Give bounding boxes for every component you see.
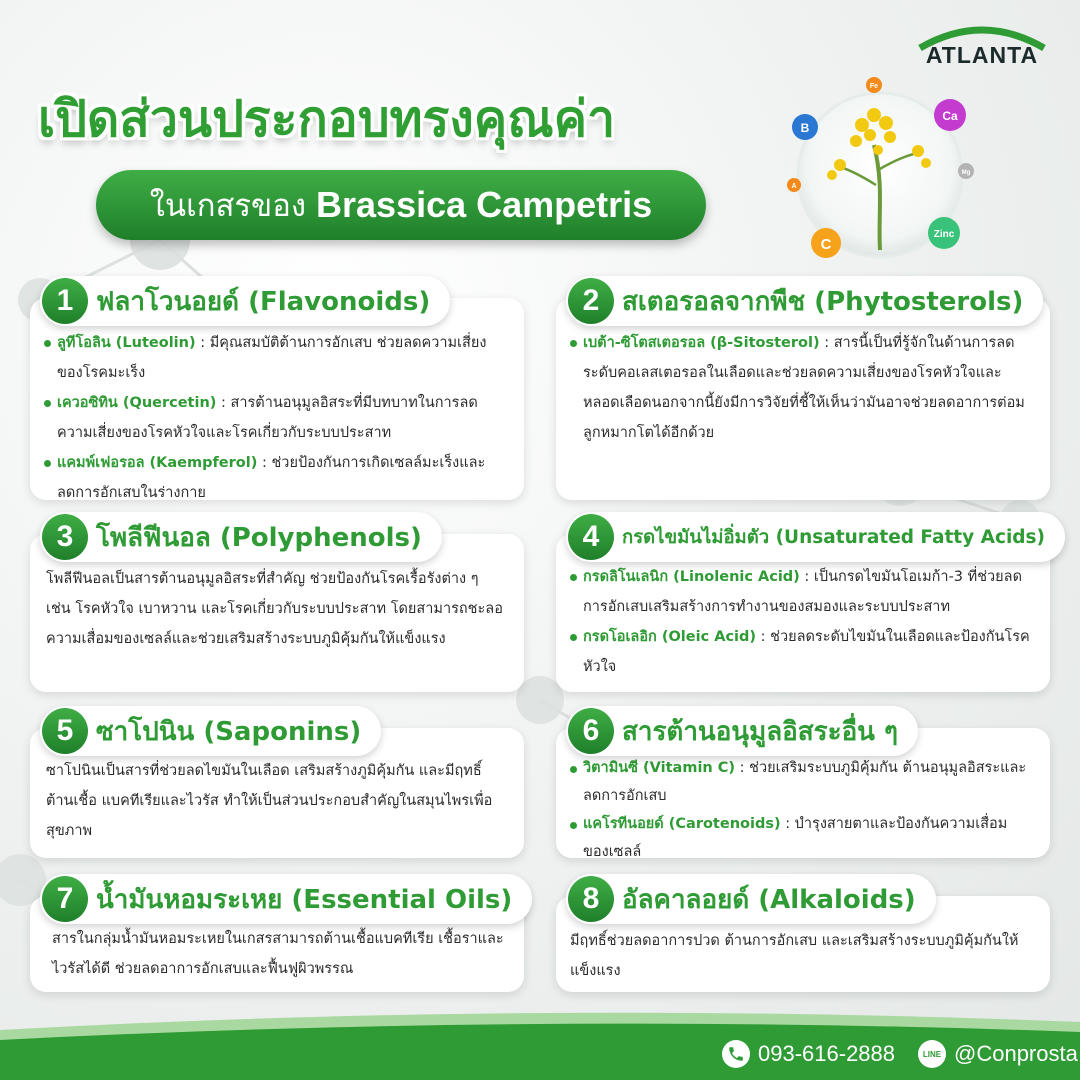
bullet-item [570,562,1032,622]
label-a: A [791,183,797,190]
card-number: 2 [568,278,614,324]
label-fe: Fe [869,83,879,90]
page-title: เปิดส่วนประกอบทรงคุณค่า [38,90,616,148]
label-ca: Ca [942,109,958,123]
bullet-text: : เป็นกรดไขมันโอเมก้า-3 ที่ช่วยลดการอักเสบเสริมสร้างการทำงานของสมองและระบบประสาท [583,569,1022,615]
card-heading [40,276,450,326]
bullet-dot-icon [44,400,51,407]
bullet-term: เบต้า-ซิโตสเตอรอล (β-Sitosterol) [583,335,820,351]
card-number: 4 [568,514,614,560]
bullet-term: วิตามินซี (Vitamin C) [583,760,736,776]
bullet-dot-icon [570,574,577,581]
bullet-item [570,754,1032,810]
line-id: @Conprosta [954,1041,1078,1066]
card-number: 1 [42,278,88,324]
bullet-item [44,388,502,448]
line-contact[interactable] [918,1040,1078,1068]
label-zinc: Zinc [933,229,955,240]
card-text: โพลีฟีนอลเป็นสารต้านอนุมูลอิสระที่สำคัญ ช่วยป้องกันโรคเรื้อรังต่าง ๆ เช่น โรคหัวใจ เบาหวาน และโรคเกี่ยวกับระบบประสาท โดยสามารถชะลอความเสื่อมของเซลล์และช่วยเสริมสร้างระบบภูมิคุ้มกันให้แข็งแรง [46,571,503,647]
bullet-text: : สารนี้เป็นที่รู้จักในด้านการลดระดับคอเลสเตอรอลในเลือดและช่วยลดความเสี่ยงของโรคหัวใจและหลอดเลือดนอกจากนี้ยังมีการวิจัยที่ชี้ให้เห็นว่ามันอาจช่วยลดอาการต่อมลูกหมากโตได้อีกด้วย [583,335,1025,441]
card-title: น้ำมันหอมระเหย (Essential Oils) [96,884,513,915]
bullet-term: กรดลิโนเลนิก (Linolenic Acid) [583,569,800,585]
bullet-dot-icon [570,340,577,347]
line-app-icon [918,1040,946,1068]
card-title: สารต้านอนุมูลอิสระอื่น ๆ [622,716,898,747]
subtitle-prefix: ในเกสรของ [149,188,307,224]
card-text: มีฤทธิ์ช่วยลดอาการปวด ต้านการอักเสบ และเสริมสร้างระบบภูมิคุ้มกันให้แข็งแรง [570,933,1019,979]
subtitle-banner [96,170,706,240]
card-text: สารในกลุ่มน้ำมันหอมระเหยในเกสรสามารถต้านเชื้อแบคทีเรีย เชื้อราและไวรัสได้ดี ช่วยลดอาการอักเสบและฟื้นฟูผิวพรรณ [52,931,504,977]
bullet-text: : สารต้านอนุมูลอิสระที่มีบทบาทในการลดความเสี่ยงของโรคหัวใจและโรคเกี่ยวกับระบบประสาท [57,395,478,441]
bullet-dot-icon [570,766,577,773]
card-body [556,328,1050,448]
phone-icon [722,1040,750,1068]
card-flavonoids [30,298,524,500]
card-heading [40,874,532,924]
bullet-text: : ช่วยเสริมระบบภูมิคุ้มกัน ต้านอนุมูลอิสระและลดการอักเสบ [583,760,1027,804]
bullet-dot-icon [44,460,51,467]
bullet-item [570,810,1032,866]
card-title: โพลีฟีนอล (Polyphenols) [96,522,422,553]
bullet-item [44,448,502,508]
card-heading [566,706,918,756]
card-heading [566,276,1043,326]
bullet-text: : ช่วยป้องกันการเกิดเซลล์มะเร็งและลดการอักเสบในร่างกาย [57,455,486,501]
bullet-term: กรดโอเลอิก (Oleic Acid) [583,629,757,645]
phone-contact[interactable] [722,1040,895,1068]
label-mg: Mg [961,170,971,176]
card-text: ซาโปนินเป็นสารที่ช่วยลดไขมันในเลือด เสริมสร้างภูมิคุ้มกัน และมีฤทธิ์ต้านเชื้อ แบคทีเรียและไวรัส ทำให้เป็นส่วนประกอบสำคัญในสมุนไพรเพื่อสุขภาพ [46,763,493,839]
bullet-item [44,328,502,388]
card-number: 6 [568,708,614,754]
card-body [30,328,524,508]
line-icon-label: LINE [922,1049,942,1059]
label-b: B [800,121,810,135]
bullet-term: แคโรทีนอยด์ (Carotenoids) [583,816,781,832]
atlanta-logo [912,22,1052,72]
bullet-dot-icon [570,634,577,641]
card-number: 5 [42,708,88,754]
card-number: 8 [568,876,614,922]
card-body [556,754,1050,866]
flower-nutrient-sphere [770,75,990,275]
bullet-item [570,622,1032,682]
bullet-dot-icon [570,822,577,829]
card-title: สเตอรอลจากพืช (Phytosterols) [622,286,1024,317]
card-heading [566,874,936,924]
bullet-text: : บำรุงสายตาและป้องกันความเสื่อมของเซลล์ [583,816,1008,860]
card-title: กรดไขมันไม่อิ่มตัว (Unsaturated Fatty Acids) [622,526,1045,548]
card-phytosterols [556,298,1050,500]
card-title: ซาโปนิน (Saponins) [96,716,362,747]
bullet-term: ลูทีโอลิน (Luteolin) [57,335,196,351]
bullet-term: แคมพ์เฟอรอล (Kaempferol) [57,455,258,471]
phone-number: 093-616-2888 [758,1041,896,1066]
bullet-text: : ช่วยลดระดับไขมันในเลือดและป้องกันโรคหัวใจ [583,629,1030,675]
card-heading [40,706,381,756]
bullet-term: เควอซิทิน (Quercetin) [57,395,217,411]
subtitle-latin: Brassica Campetris [316,184,653,225]
card-body [556,562,1050,682]
card-title: ฟลาโวนอยด์ (Flavonoids) [96,286,431,317]
label-c: C [820,236,832,253]
card-number: 7 [42,876,88,922]
logo-text: ATLANTA [925,42,1039,68]
card-title: อัลคาลอยด์ (Alkaloids) [622,884,916,915]
card-number: 3 [42,514,88,560]
card-heading [40,512,442,562]
bullet-item [570,328,1028,448]
card-heading [566,512,1065,562]
bullet-text: : มีคุณสมบัติต้านการอักเสบ ช่วยลดความเสี่ยงของโรคมะเร็ง [57,335,487,381]
bullet-dot-icon [44,340,51,347]
